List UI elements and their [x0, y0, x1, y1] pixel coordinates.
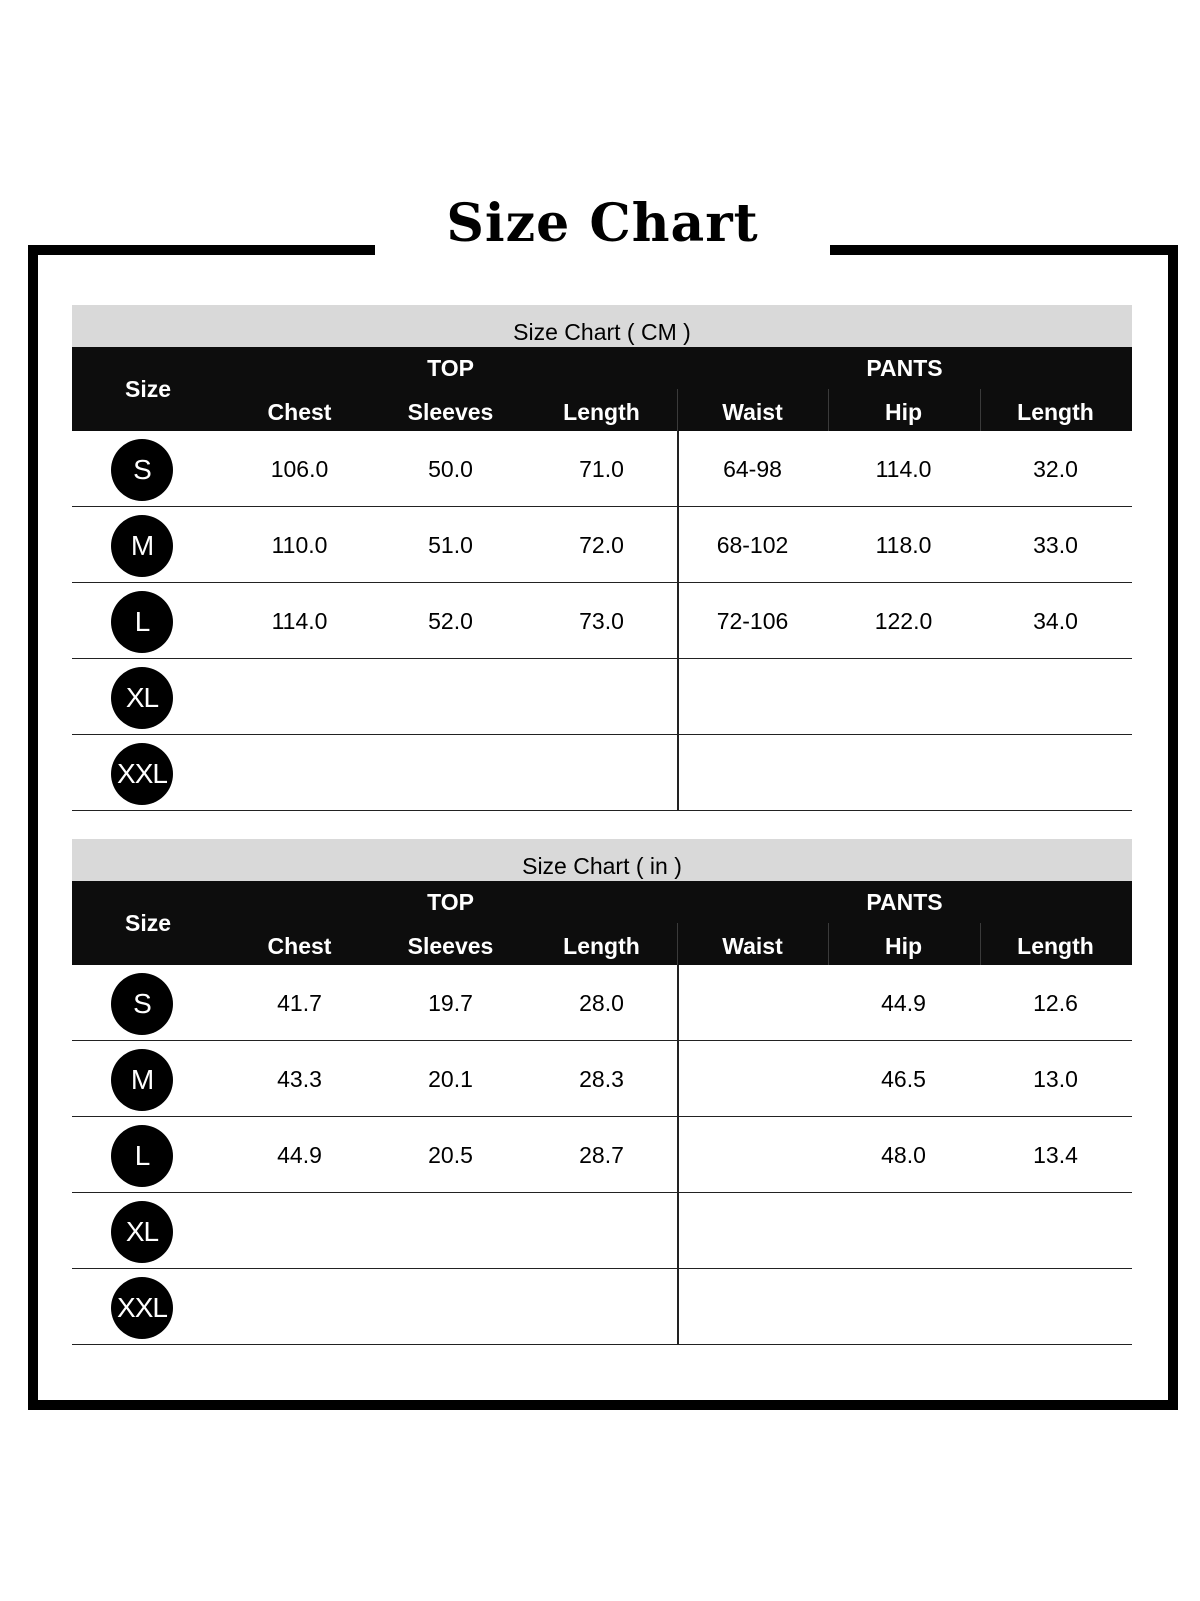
- table-cell: 122.0: [874, 608, 933, 634]
- size-badge: S: [111, 973, 173, 1035]
- table-cell: 44.9: [881, 990, 926, 1016]
- table-row: [72, 583, 1132, 659]
- table-cell: 118.0: [875, 532, 932, 558]
- table-row: [72, 1269, 1132, 1345]
- size-chart-in: [72, 839, 1132, 1345]
- table-body: [72, 431, 1132, 811]
- table-cell: 110.0: [271, 532, 328, 558]
- header-top-length: Length: [563, 933, 640, 959]
- page-title: Size Chart: [446, 193, 759, 254]
- table-cell: 106.0: [270, 456, 329, 482]
- table-cell: 41.7: [277, 990, 322, 1016]
- header-sleeves: Sleeves: [407, 399, 494, 425]
- table-header: [72, 347, 1132, 431]
- table-cell: 114.0: [875, 456, 932, 482]
- header-pants-group: PANTS: [866, 889, 943, 915]
- size-badge: XL: [111, 1201, 173, 1263]
- table-cell: 28.3: [579, 1066, 624, 1092]
- table-cell: 68-102: [716, 532, 789, 558]
- header-top-group: TOP: [427, 889, 474, 915]
- header-top-group: TOP: [427, 355, 474, 381]
- table-cell: 64-98: [723, 456, 782, 482]
- header-waist: Waist: [722, 933, 783, 959]
- table-cell: 28.0: [579, 990, 624, 1016]
- header-chest: Chest: [267, 399, 332, 425]
- table-header: [72, 881, 1132, 965]
- table-cell: 114.0: [271, 608, 328, 634]
- size-badge: S: [111, 439, 173, 501]
- size-badge: XXL: [111, 743, 173, 805]
- size-badge: M: [111, 1049, 173, 1111]
- table-cell: 72.0: [579, 532, 624, 558]
- header-divider: [677, 389, 678, 431]
- header-hip: Hip: [884, 399, 923, 425]
- table-cell: 13.0: [1033, 1066, 1078, 1092]
- table-cell: 13.4: [1033, 1142, 1078, 1168]
- header-hip: Hip: [884, 933, 923, 959]
- table-cell: 19.7: [428, 990, 473, 1016]
- header-pants-length: Length: [1017, 399, 1094, 425]
- table-row: [72, 659, 1132, 735]
- table-row: [72, 1193, 1132, 1269]
- size-badge: XXL: [111, 1277, 173, 1339]
- table-cell: 52.0: [428, 608, 473, 634]
- size-badge: M: [111, 515, 173, 577]
- table-cell: 50.0: [428, 456, 473, 482]
- table-row: [72, 1117, 1132, 1193]
- chart-caption: Size Chart ( CM ): [72, 305, 1132, 347]
- header-top-length: Length: [563, 399, 640, 425]
- chart-caption: Size Chart ( in ): [72, 839, 1132, 881]
- header-chest: Chest: [267, 933, 332, 959]
- header-size: Size: [124, 376, 172, 402]
- table-cell: 72-106: [716, 608, 789, 634]
- table-row: [72, 735, 1132, 811]
- size-badge: XL: [111, 667, 173, 729]
- header-size: Size: [124, 910, 172, 936]
- table-cell: 12.6: [1033, 990, 1078, 1016]
- table-cell: 51.0: [428, 532, 473, 558]
- header-waist: Waist: [722, 399, 783, 425]
- size-badge: L: [111, 591, 173, 653]
- header-sleeves: Sleeves: [407, 933, 494, 959]
- table-cell: 32.0: [1033, 456, 1078, 482]
- header-divider: [828, 923, 829, 965]
- header-divider: [828, 389, 829, 431]
- table-body: [72, 965, 1132, 1345]
- table-cell: 20.1: [428, 1066, 473, 1092]
- table-cell: 46.5: [881, 1066, 926, 1092]
- table-cell: 71.0: [579, 456, 624, 482]
- header-divider: [980, 923, 981, 965]
- table-row: [72, 507, 1132, 583]
- size-chart-cm: [72, 305, 1132, 811]
- table-cell: 43.3: [277, 1066, 322, 1092]
- table-row: [72, 431, 1132, 507]
- table-row: [72, 1041, 1132, 1117]
- table-cell: 48.0: [881, 1142, 926, 1168]
- header-pants-group: PANTS: [866, 355, 943, 381]
- table-cell: 44.9: [277, 1142, 322, 1168]
- table-cell: 20.5: [428, 1142, 473, 1168]
- header-pants-length: Length: [1017, 933, 1094, 959]
- table-row: [72, 965, 1132, 1041]
- size-badge: L: [111, 1125, 173, 1187]
- table-cell: 73.0: [579, 608, 624, 634]
- table-cell: 33.0: [1033, 532, 1078, 558]
- table-cell: 28.7: [579, 1142, 624, 1168]
- table-cell: 34.0: [1033, 608, 1078, 634]
- header-divider: [677, 923, 678, 965]
- header-divider: [980, 389, 981, 431]
